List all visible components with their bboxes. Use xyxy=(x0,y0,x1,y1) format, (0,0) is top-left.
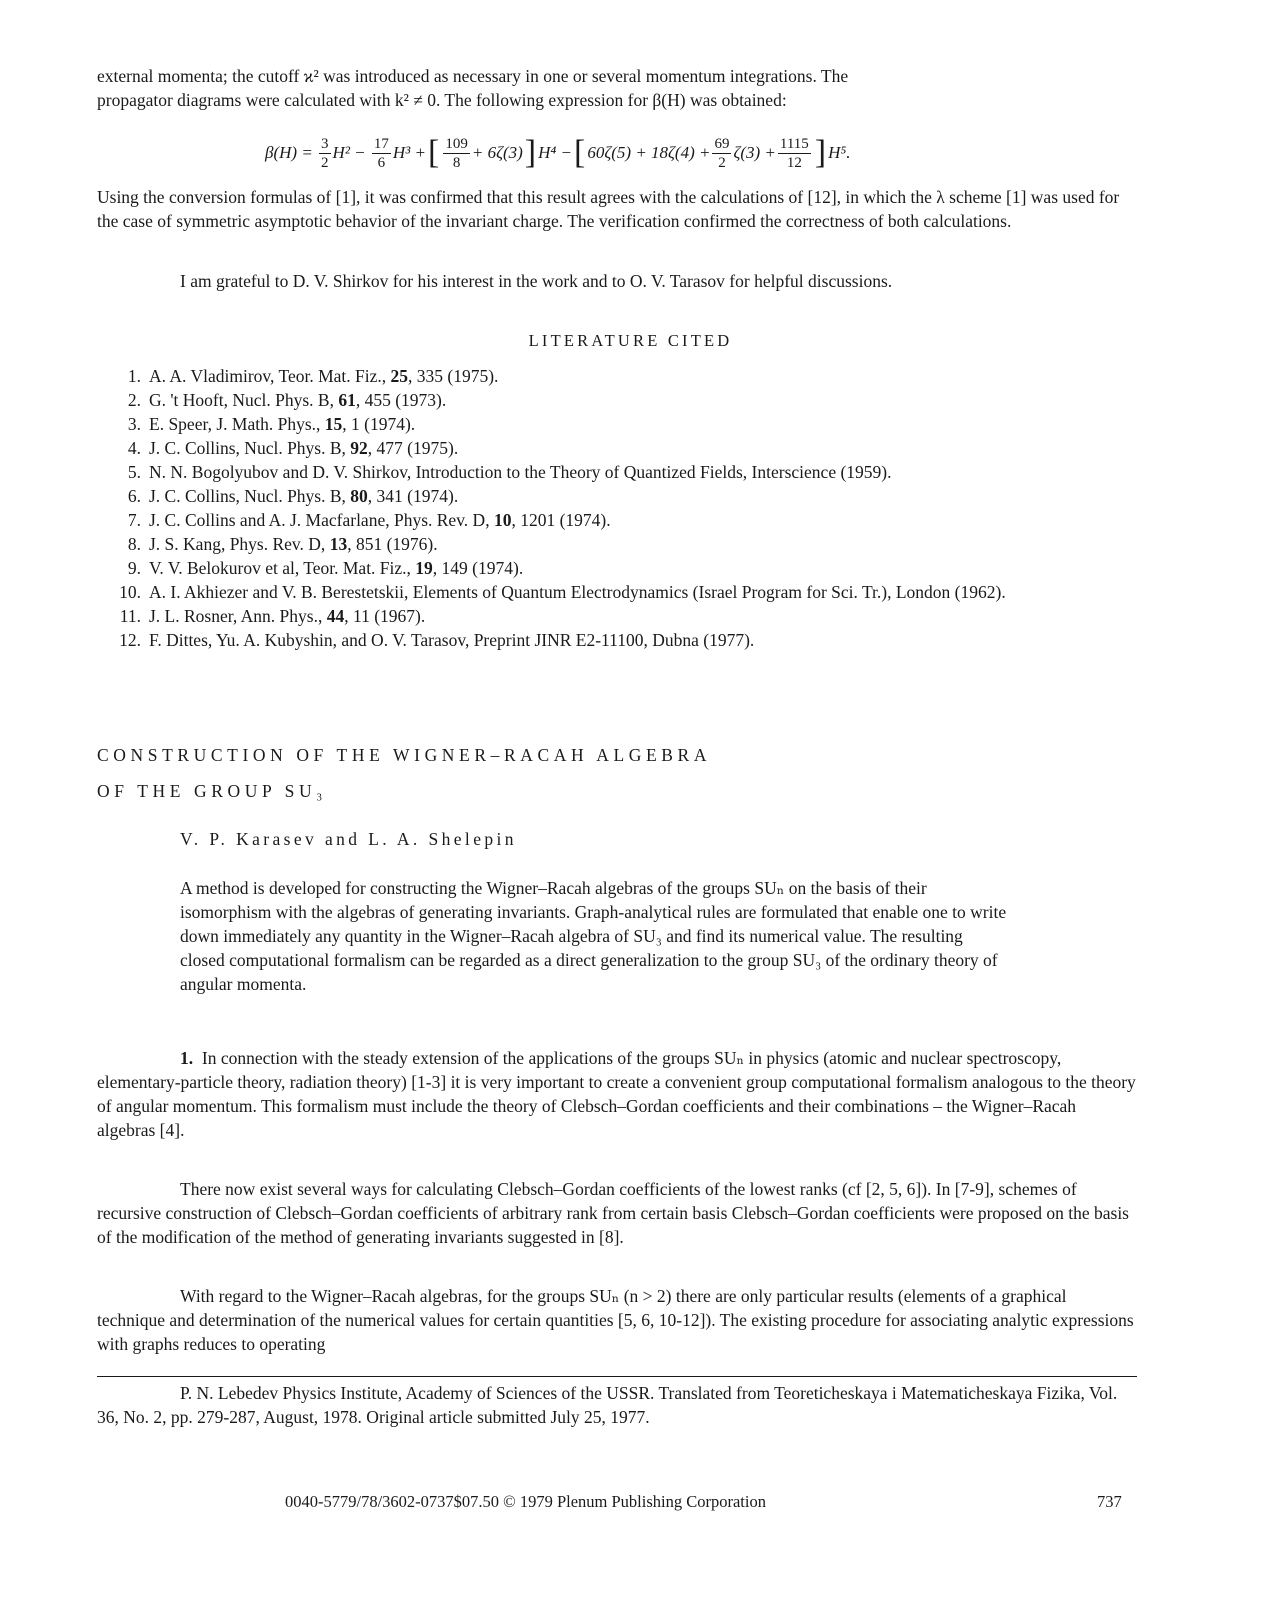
reference-item xyxy=(97,580,1157,604)
reference-text: J. C. Collins, Nucl. Phys. B, 80, 341 (1974). xyxy=(149,486,459,506)
acknowledgment-paragraph: I am grateful to D. V. Shirkov for his interest in the work and to O. V. Tarasov for helpful discussions. xyxy=(180,271,893,291)
formula-zeta3-term: + 6ζ(3) xyxy=(471,143,523,162)
formula-term-h3: H³ + xyxy=(392,143,427,162)
article-title-line-1: CONSTRUCTION OF THE WIGNER–RACAH ALGEBRA xyxy=(97,745,712,765)
section-number: 1. xyxy=(180,1048,194,1068)
reference-number: 6. xyxy=(127,486,141,506)
reference-item xyxy=(97,364,1157,388)
abstract-paragraph: A method is developed for constructing the Wigner–Racah algebras of the groups SUₙ on the basis of their isomorphism with the algebras of generating invariants. Graph-analytical rules are formulated that enable one to write down immediately any quantity in the Wigner–Racah algebra of SU₃ and find its numerical value. The resulting closed computational formalism can be regarded as a direct generalization to the group SU₃ of the ordinary theory of angular momenta. xyxy=(180,878,1007,994)
formula-term-h5: H⁵. xyxy=(828,143,851,162)
formula-zeta-terms: 60ζ(5) + 18ζ(4) + xyxy=(587,143,711,162)
reference-text: F. Dittes, Yu. A. Kubyshin, and O. V. Tarasov, Preprint JINR E2-11100, Dubna (1977). xyxy=(149,630,755,650)
reference-number: 3. xyxy=(127,414,141,434)
reference-item xyxy=(97,484,1157,508)
section-1-paragraph xyxy=(97,1046,1137,1142)
reference-number: 2. xyxy=(127,390,141,410)
footnote: P. N. Lebedev Physics Institute, Academy of Sciences of the USSR. Translated from Teoreticheskaya i Matematicheskaya Fizika, Vol. 36, No. 2, pp. 279-287, August, 1978. Original article submitted July 25, 1977. xyxy=(97,1383,1118,1427)
reference-item xyxy=(97,388,1157,412)
section-1-text: In connection with the steady extension of the applications of the groups SUₙ in physics (atomic and nuclear spectroscopy, elementary-particle theory, radiation theory) [1-3] it is very important to create a convenient group computational formalism analogous to the theory of angular momentum. This formalism must include the theory of Clebsch–Gordan coefficients and their combinations – the Wigner–Racah algebras [4]. xyxy=(97,1048,1136,1140)
reference-number: 9. xyxy=(127,558,141,578)
formula-term-h4: H⁴ − xyxy=(538,143,573,162)
reference-item xyxy=(97,532,1157,556)
article-title-line-2: OF THE GROUP SU₃ xyxy=(97,781,327,801)
reference-text: E. Speer, J. Math. Phys., 15, 1 (1974). xyxy=(149,414,416,434)
formula-term-h2: H² − xyxy=(332,143,366,162)
reference-number: 10. xyxy=(119,582,141,602)
reference-item xyxy=(97,508,1157,532)
reference-text: J. C. Collins and A. J. Macfarlane, Phys. Rev. D, 10, 1201 (1974). xyxy=(149,510,611,530)
reference-item xyxy=(97,628,1157,652)
copyright-line: 0040-5779/78/3602-0737$07.50 © 1979 Plenum Publishing Corporation xyxy=(285,1492,766,1511)
reference-item xyxy=(97,460,1157,484)
reference-number: 8. xyxy=(127,534,141,554)
literature-cited-heading: LITERATURE CITED xyxy=(528,331,733,350)
fraction-69-2: $\frac{69}{2}$ xyxy=(714,135,730,171)
reference-text: J. S. Kang, Phys. Rev. D, 13, 851 (1976). xyxy=(149,534,438,554)
reference-number: 11. xyxy=(119,606,141,626)
reference-text: A. A. Vladimirov, Teor. Mat. Fiz., 25, 335 (1975). xyxy=(149,366,499,386)
conversion-paragraph: Using the conversion formulas of [1], it was confirmed that this result agrees with the calculations of [12], in which the λ scheme [1] was used for the case of symmetric asymptotic behavior of the invariant charge. The verification confirmed the correctness of both calculations. xyxy=(97,187,1120,231)
fraction-3-2: $\frac{3}{2}$ xyxy=(321,135,329,171)
reference-number: 1. xyxy=(127,366,141,386)
fraction-17-6: $\frac{17}{6}$ xyxy=(373,135,389,171)
reference-item xyxy=(97,604,1157,628)
reference-item xyxy=(97,412,1157,436)
intro-line-2: propagator diagrams were calculated with k² ≠ 0. The following expression for β(H) was obtained: xyxy=(97,90,787,110)
formula-zeta3-coef: ζ(3) + xyxy=(733,143,776,162)
reference-number: 4. xyxy=(127,438,141,458)
reference-item xyxy=(97,436,1157,460)
beta-function-formula: β(H) = $\frac{3}{2}$ H² − $\frac{17}{6}$ H³ + [ $\frac{109}{8}$ + 6ζ(3) ] H⁴ − [ 60ζ(5) + 18ζ(4) + $\frac{69}{2}$ ζ(3) + $\frac{1115}{12}$ ] H⁵. xyxy=(265,134,851,171)
reference-text: J. L. Rosner, Ann. Phys., 44, 11 (1967). xyxy=(149,606,426,626)
footnote-divider xyxy=(97,1376,1137,1377)
reference-number: 7. xyxy=(127,510,141,530)
reference-text: A. I. Akhiezer and V. B. Berestetskii, Elements of Quantum Electrodynamics (Israel Program for Sci. Tr.), London (1962). xyxy=(149,582,1006,602)
reference-text: V. V. Belokurov et al, Teor. Mat. Fiz., 19, 149 (1974). xyxy=(149,558,524,578)
intro-line-1: external momenta; the cutoff ϰ² was introduced as necessary in one or several momentum integrations. The xyxy=(97,66,849,86)
page-number: 737 xyxy=(1097,1492,1122,1511)
reference-text: G. 't Hooft, Nucl. Phys. B, 61, 455 (1973). xyxy=(149,390,447,410)
reference-list xyxy=(97,364,1157,652)
reference-number: 12. xyxy=(119,630,141,650)
intro-paragraph xyxy=(97,64,1137,112)
reference-item xyxy=(97,556,1157,580)
reference-number: 5. xyxy=(127,462,141,482)
formula-lhs: β(H) = xyxy=(265,143,313,162)
wigner-racah-paragraph: With regard to the Wigner–Racah algebras, for the groups SUₙ (n > 2) there are only particular results (elements of a graphical technique and determination of the numerical values for certain quantities [5, 6, 10-12]). The existing procedure for associating analytic expressions with graphs reduces to operating xyxy=(97,1286,1134,1354)
reference-text: J. C. Collins, Nucl. Phys. B, 92, 477 (1975). xyxy=(149,438,459,458)
reference-text: N. N. Bogolyubov and D. V. Shirkov, Introduction to the Theory of Quantized Fields, Interscience (1959). xyxy=(149,462,892,482)
fraction-1115-12: $\frac{1115}{12}$ xyxy=(779,135,809,171)
article-authors: V. P. Karasev and L. A. Shelepin xyxy=(180,829,517,849)
clebsch-gordan-paragraph: There now exist several ways for calculating Clebsch–Gordan coefficients of the lowest ranks (cf [2, 5, 6]). In [7-9], schemes of recursive construction of Clebsch–Gordan coefficients of arbitrary rank from certain basis Clebsch–Gordan coefficients were proposed on the basis of the modification of the method of generating invariants suggested in [8]. xyxy=(97,1179,1129,1247)
fraction-109-8: $\frac{109}{8}$ xyxy=(445,135,468,171)
